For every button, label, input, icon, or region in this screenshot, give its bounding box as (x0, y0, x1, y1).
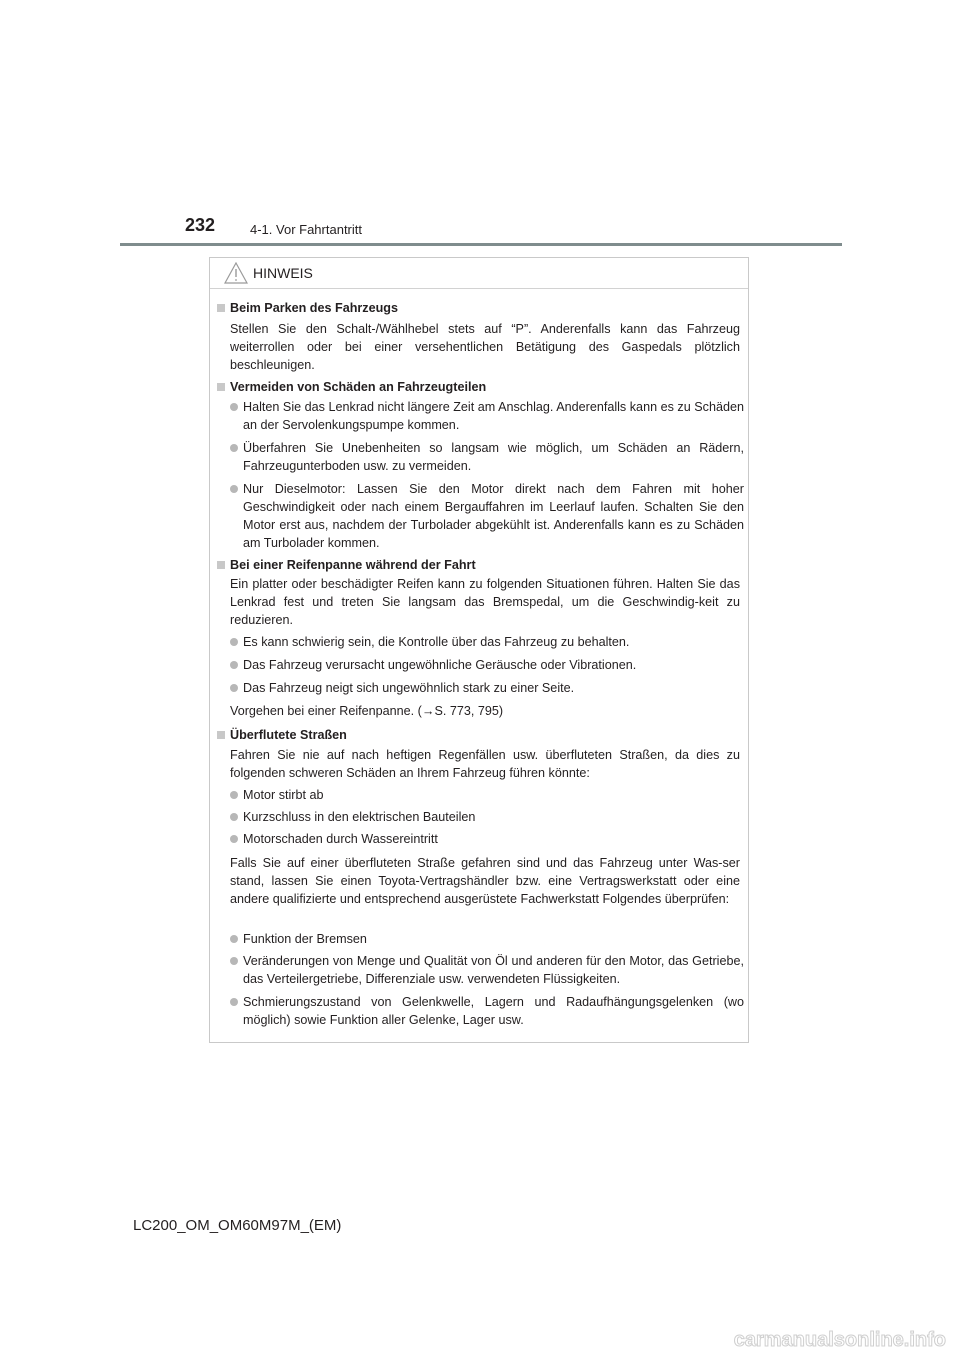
bullet-icon (230, 998, 238, 1006)
square-bullet-icon (217, 304, 225, 312)
notice-title: HINWEIS (253, 265, 313, 281)
square-bullet-icon (217, 561, 225, 569)
section-text: Stellen Sie den Schalt-/Wählhebel stets auf “P”. Anderenfalls kann das Fahrzeug weiterrollen oder bei einer versehentlichen Betätigung des Gaspedals plötzlich beschleunigen. (230, 322, 740, 372)
list-item: Nur Dieselmotor: Lassen Sie den Motor direkt nach dem Fahren mit hoher Geschwindigkeit oder nach einem Bergauffahren im Leerlauf laufen. Schalten Sie den Motor erst aus, nachdem der Turbolader abgekühlt ist. Anderenfalls kann es zu Schäden am Turbolader kommen. (230, 480, 744, 552)
list-item: Funktion der Bremsen (230, 930, 744, 948)
list-item: Es kann schwierig sein, die Kontrolle über das Fahrzeug zu behalten. (230, 633, 744, 651)
bullet-icon (230, 638, 238, 646)
page-number: 232 (185, 215, 216, 235)
document-code: LC200_OM_OM60M97M_(EM) (133, 1217, 342, 1234)
list-item: Schmierungszustand von Gelenkwelle, Lagern und Radaufhängungsgelenken (wo möglich) sowie Funktion aller Gelenke, Lager usw. (230, 993, 744, 1029)
bullet-icon (230, 957, 238, 965)
bullet-icon (230, 661, 238, 669)
bullet-icon (230, 444, 238, 452)
watermark-logo (628, 1326, 948, 1352)
bullet-icon (230, 791, 238, 799)
list-item: Das Fahrzeug neigt sich ungewöhnlich stark zu einer Seite. (230, 679, 744, 697)
section-title: 4-1. Vor Fahrtantritt (250, 222, 362, 237)
list-item: Motorschaden durch Wassereintritt (230, 830, 744, 848)
section-text: Fahren Sie nie auf nach heftigen Regenfällen usw. überfluteten Straßen, da dies zu folgenden schweren Schäden an Ihrem Fahrzeug führen könnte: (230, 748, 740, 780)
bullet-icon (230, 813, 238, 821)
section-text: Falls Sie auf einer überfluteten Straße gefahren sind und das Fahrzeug unter Was-ser stand, lassen Sie einen Toyota-Vertragshändler bzw. eine Vertragswerkstatt oder eine andere qualifizierte und entsprechend ausgerüstete Fachwerkstatt Folgendes überprüfen: (230, 856, 740, 906)
bullet-icon (230, 935, 238, 943)
section-heading: Beim Parken des Fahrzeugs (217, 299, 398, 317)
list-item: Motor stirbt ab (230, 786, 744, 804)
section-heading: Überflutete Straßen (217, 726, 347, 744)
list-item: Das Fahrzeug verursacht ungewöhnliche Geräusche oder Vibrationen. (230, 656, 744, 674)
section-heading: Vermeiden von Schäden an Fahrzeugteilen (217, 378, 486, 396)
svg-text:carmanualsonline.info: carmanualsonline.info (733, 1329, 946, 1351)
section-text: Ein platter oder beschädigter Reifen kann zu folgenden Situationen führen. Halten Sie das Lenkrad fest und treten Sie langsam das Bremspedal, um die Geschwindig-keit zu reduzieren. (230, 577, 740, 627)
list-item: Überfahren Sie Unebenheiten so langsam wie möglich, um Schäden an Rädern, Fahrzeugunterboden usw. zu vermeiden. (230, 439, 744, 475)
section-heading: Bei einer Reifenpanne während der Fahrt (217, 556, 476, 574)
header-rule (120, 243, 842, 246)
list-item: Kurzschluss in den elektrischen Bauteilen (230, 808, 744, 826)
bullet-icon (230, 835, 238, 843)
list-item: Halten Sie das Lenkrad nicht längere Zeit am Anschlag. Anderenfalls kann es zu Schäden an der Servolenkungspumpe kommen. (230, 398, 744, 434)
notice-box (209, 257, 749, 1043)
square-bullet-icon (217, 731, 225, 739)
section-text: Vorgehen bei einer Reifenpanne. (→S. 773, 795) (230, 704, 504, 718)
bullet-icon (230, 684, 238, 692)
bullet-icon (230, 403, 238, 411)
square-bullet-icon (217, 383, 225, 391)
list-item: Veränderungen von Menge und Qualität von Öl und anderen für den Motor, das Getriebe, das Verteilergetriebe, Differenziale usw. verwendeten Flüssigkeiten. (230, 952, 744, 988)
warning-triangle-icon (224, 262, 248, 284)
bullet-icon (230, 485, 238, 493)
notice-header (210, 258, 748, 289)
